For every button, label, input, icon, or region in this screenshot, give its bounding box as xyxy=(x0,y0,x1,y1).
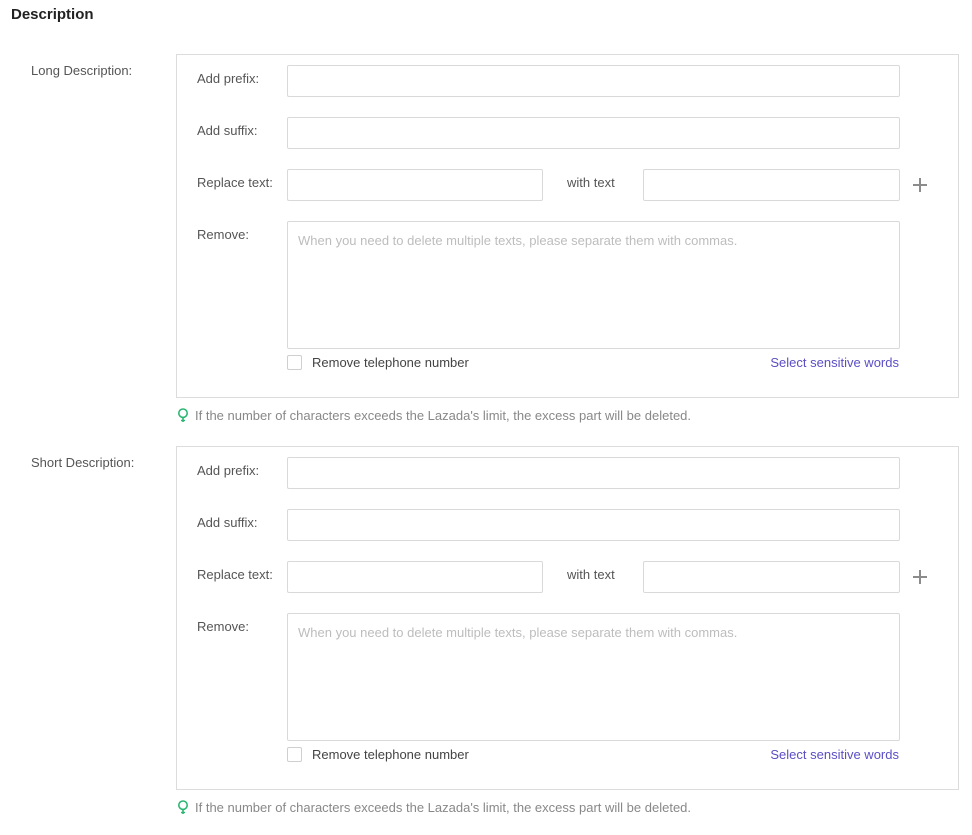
replace-text-label: Replace text: xyxy=(197,567,273,582)
short-description-panel xyxy=(176,446,959,790)
add-prefix-label: Add prefix: xyxy=(197,463,260,478)
short-replace-text-input[interactable] xyxy=(287,561,543,593)
long-description-panel xyxy=(176,54,959,398)
remove-phone-label[interactable]: Remove telephone number xyxy=(312,747,469,762)
lightbulb-icon xyxy=(177,408,189,423)
short-select-sensitive-words-link[interactable]: Select sensitive words xyxy=(770,747,899,762)
short-description-tip xyxy=(177,800,691,815)
replace-text-label: Replace text: xyxy=(197,175,273,190)
long-replace-text-input[interactable] xyxy=(287,169,543,201)
add-prefix-label: Add prefix: xyxy=(197,71,260,86)
long-description-label: Long Description: xyxy=(31,63,133,78)
short-with-text-input[interactable] xyxy=(643,561,900,593)
with-text-label: with text xyxy=(567,175,615,190)
tip-text: If the number of characters exceeds the Lazada's limit, the excess part will be deleted. xyxy=(195,800,692,815)
long-add-prefix-input[interactable] xyxy=(287,65,900,97)
remove-label: Remove: xyxy=(197,227,250,242)
long-description-group xyxy=(0,63,972,443)
long-add-suffix-input[interactable] xyxy=(287,117,900,149)
section-title: Description xyxy=(11,6,94,23)
long-remove-textarea[interactable] xyxy=(287,221,900,349)
remove-label: Remove: xyxy=(197,619,250,634)
long-description-tip xyxy=(177,408,691,423)
short-remove-phone-checkbox[interactable] xyxy=(287,747,302,762)
remove-phone-label[interactable]: Remove telephone number xyxy=(312,355,469,370)
long-remove-phone-checkbox[interactable] xyxy=(287,355,302,370)
long-select-sensitive-words-link[interactable]: Select sensitive words xyxy=(770,355,899,370)
add-suffix-label: Add suffix: xyxy=(197,123,258,138)
short-add-prefix-input[interactable] xyxy=(287,457,900,489)
plus-icon[interactable] xyxy=(911,568,929,586)
short-description-group xyxy=(0,455,972,835)
plus-icon[interactable] xyxy=(911,176,929,194)
add-suffix-label: Add suffix: xyxy=(197,515,258,530)
tip-text: If the number of characters exceeds the Lazada's limit, the excess part will be deleted. xyxy=(195,408,692,423)
lightbulb-icon xyxy=(177,800,189,815)
short-description-label: Short Description: xyxy=(31,455,135,470)
with-text-label: with text xyxy=(567,567,615,582)
short-remove-textarea[interactable] xyxy=(287,613,900,741)
long-with-text-input[interactable] xyxy=(643,169,900,201)
short-add-suffix-input[interactable] xyxy=(287,509,900,541)
